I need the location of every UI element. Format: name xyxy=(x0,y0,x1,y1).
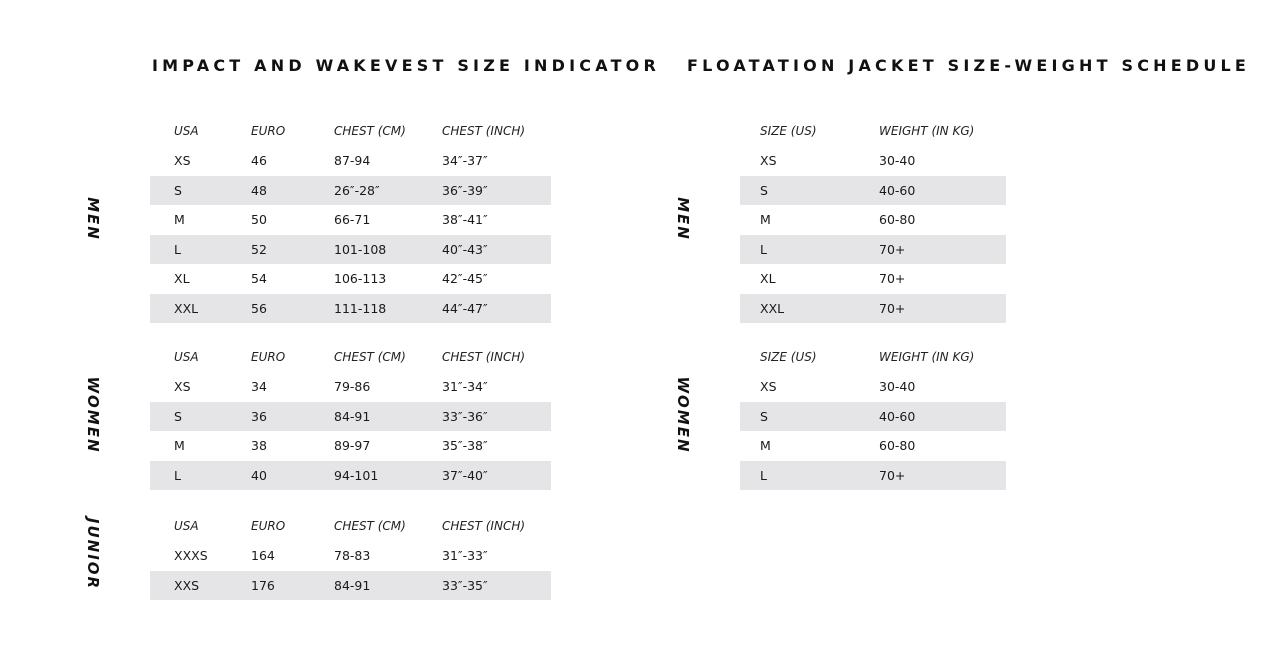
table-cell: 38 xyxy=(251,438,267,453)
table-row xyxy=(740,146,1006,176)
table-cell: 33″-35″ xyxy=(442,577,488,593)
table-cell: 84-91 xyxy=(334,577,371,593)
table-cell: L xyxy=(174,241,181,257)
table-row xyxy=(150,402,551,432)
floatation-jacket-title: FLOATATION JACKET SIZE-WEIGHT SCHEDULE xyxy=(687,56,1251,75)
column-header: CHEST (CM) xyxy=(334,124,406,138)
column-header: EURO xyxy=(251,350,286,364)
table-row xyxy=(150,264,551,294)
table-row xyxy=(150,294,551,324)
impact-men-table xyxy=(150,117,551,323)
table-cell: 70+ xyxy=(879,241,906,257)
table-row xyxy=(740,264,1006,294)
column-header: CHEST (INCH) xyxy=(442,350,526,364)
table-cell: 79-86 xyxy=(334,379,371,394)
table-row xyxy=(150,571,551,601)
column-header: EURO xyxy=(251,124,286,138)
table-cell: 60-80 xyxy=(879,212,916,227)
table-cell: 176 xyxy=(251,577,275,593)
column-header: USA xyxy=(174,519,199,533)
table-cell: XS xyxy=(760,153,777,168)
table-row xyxy=(150,146,551,176)
table-cell: 56 xyxy=(251,300,267,316)
table-cell: 36 xyxy=(251,408,267,424)
column-header: USA xyxy=(174,350,199,364)
right-men-label: MEN xyxy=(674,197,692,241)
table-cell: 50 xyxy=(251,212,267,227)
impact-women-table xyxy=(150,343,551,490)
table-cell: 31″-33″ xyxy=(442,548,488,563)
column-header: USA xyxy=(174,124,199,138)
column-header: SIZE (US) xyxy=(760,124,817,138)
column-header: CHEST (CM) xyxy=(334,350,406,364)
floatation-women-table xyxy=(740,343,1006,490)
left-men-label: MEN xyxy=(84,197,102,241)
table-row xyxy=(740,431,1006,461)
table-cell: 46 xyxy=(251,153,267,168)
table-cell: XL xyxy=(760,271,776,286)
table-cell: 40-60 xyxy=(879,408,916,424)
table-cell: S xyxy=(174,182,182,198)
table-row xyxy=(740,402,1006,432)
table-cell: 94-101 xyxy=(334,467,379,483)
impact-wakevest-title: IMPACT AND WAKEVEST SIZE INDICATOR xyxy=(152,56,661,75)
table-cell: 38″-41″ xyxy=(442,212,488,227)
table-cell: 164 xyxy=(251,548,275,563)
table-row xyxy=(150,176,551,206)
table-cell: 40 xyxy=(251,467,267,483)
column-header: EURO xyxy=(251,519,286,533)
table-cell: 52 xyxy=(251,241,267,257)
column-header: CHEST (INCH) xyxy=(442,519,526,533)
table-row xyxy=(740,235,1006,265)
table-cell: 89-97 xyxy=(334,438,371,453)
table-cell: 30-40 xyxy=(879,379,916,394)
table-cell: 66-71 xyxy=(334,212,371,227)
floatation-men-table xyxy=(740,117,1006,323)
table-cell: 60-80 xyxy=(879,438,916,453)
table-cell: XL xyxy=(174,271,190,286)
table-cell: XXL xyxy=(760,300,785,316)
table-row xyxy=(150,372,551,402)
table-cell: M xyxy=(760,212,771,227)
table-row xyxy=(740,294,1006,324)
table-row xyxy=(740,176,1006,206)
table-cell: 48 xyxy=(251,182,267,198)
table-cell: 36″-39″ xyxy=(442,182,488,198)
table-row xyxy=(150,235,551,265)
table-row xyxy=(150,205,551,235)
table-cell: L xyxy=(760,467,767,483)
table-cell: 40″-43″ xyxy=(442,241,488,257)
table-cell: 37″-40″ xyxy=(442,467,488,483)
table-cell: 87-94 xyxy=(334,153,371,168)
table-row xyxy=(150,541,551,571)
right-women-label: WOMEN xyxy=(674,376,692,454)
column-header: SIZE (US) xyxy=(760,350,817,364)
table-cell: 78-83 xyxy=(334,548,371,563)
left-women-label: WOMEN xyxy=(84,376,102,454)
column-header: CHEST (CM) xyxy=(334,519,406,533)
table-cell: M xyxy=(174,438,185,453)
table-cell: S xyxy=(174,408,182,424)
table-cell: 33″-36″ xyxy=(442,408,488,424)
table-cell: 40-60 xyxy=(879,182,916,198)
table-cell: XXXS xyxy=(174,548,208,563)
table-row xyxy=(740,372,1006,402)
table-cell: L xyxy=(174,467,181,483)
table-cell: 34 xyxy=(251,379,267,394)
table-row xyxy=(740,205,1006,235)
table-cell: 54 xyxy=(251,271,267,286)
table-cell: 70+ xyxy=(879,300,906,316)
floatation-women-table-header xyxy=(740,343,1006,372)
table-cell: 31″-34″ xyxy=(442,379,488,394)
table-cell: M xyxy=(760,438,771,453)
table-cell: 101-108 xyxy=(334,241,387,257)
table-cell: 26″-28″ xyxy=(334,182,380,198)
floatation-men-table-header xyxy=(740,117,1006,146)
table-cell: 35″-38″ xyxy=(442,438,488,453)
table-cell: 111-118 xyxy=(334,300,387,316)
table-cell: L xyxy=(760,241,767,257)
impact-junior-table-header xyxy=(150,512,551,541)
table-cell: XXL xyxy=(174,300,199,316)
column-header: WEIGHT (IN KG) xyxy=(879,124,975,138)
table-cell: 70+ xyxy=(879,271,906,286)
table-cell: 34″-37″ xyxy=(442,153,488,168)
table-cell: XS xyxy=(174,153,191,168)
left-junior-label: JUNIOR xyxy=(84,517,102,591)
table-cell: 106-113 xyxy=(334,271,387,286)
table-cell: 42″-45″ xyxy=(442,271,488,286)
table-row xyxy=(150,431,551,461)
column-header: CHEST (INCH) xyxy=(442,124,526,138)
impact-men-table-header xyxy=(150,117,551,146)
impact-junior-table xyxy=(150,512,551,600)
table-cell: XS xyxy=(760,379,777,394)
table-row xyxy=(150,461,551,491)
table-cell: S xyxy=(760,182,768,198)
table-cell: XXS xyxy=(174,577,200,593)
table-cell: 44″-47″ xyxy=(442,300,488,316)
table-cell: 84-91 xyxy=(334,408,371,424)
table-cell: M xyxy=(174,212,185,227)
column-header: WEIGHT (IN KG) xyxy=(879,350,975,364)
impact-women-table-header xyxy=(150,343,551,372)
table-cell: XS xyxy=(174,379,191,394)
table-cell: 70+ xyxy=(879,467,906,483)
table-row xyxy=(740,461,1006,491)
table-cell: S xyxy=(760,408,768,424)
table-cell: 30-40 xyxy=(879,153,916,168)
